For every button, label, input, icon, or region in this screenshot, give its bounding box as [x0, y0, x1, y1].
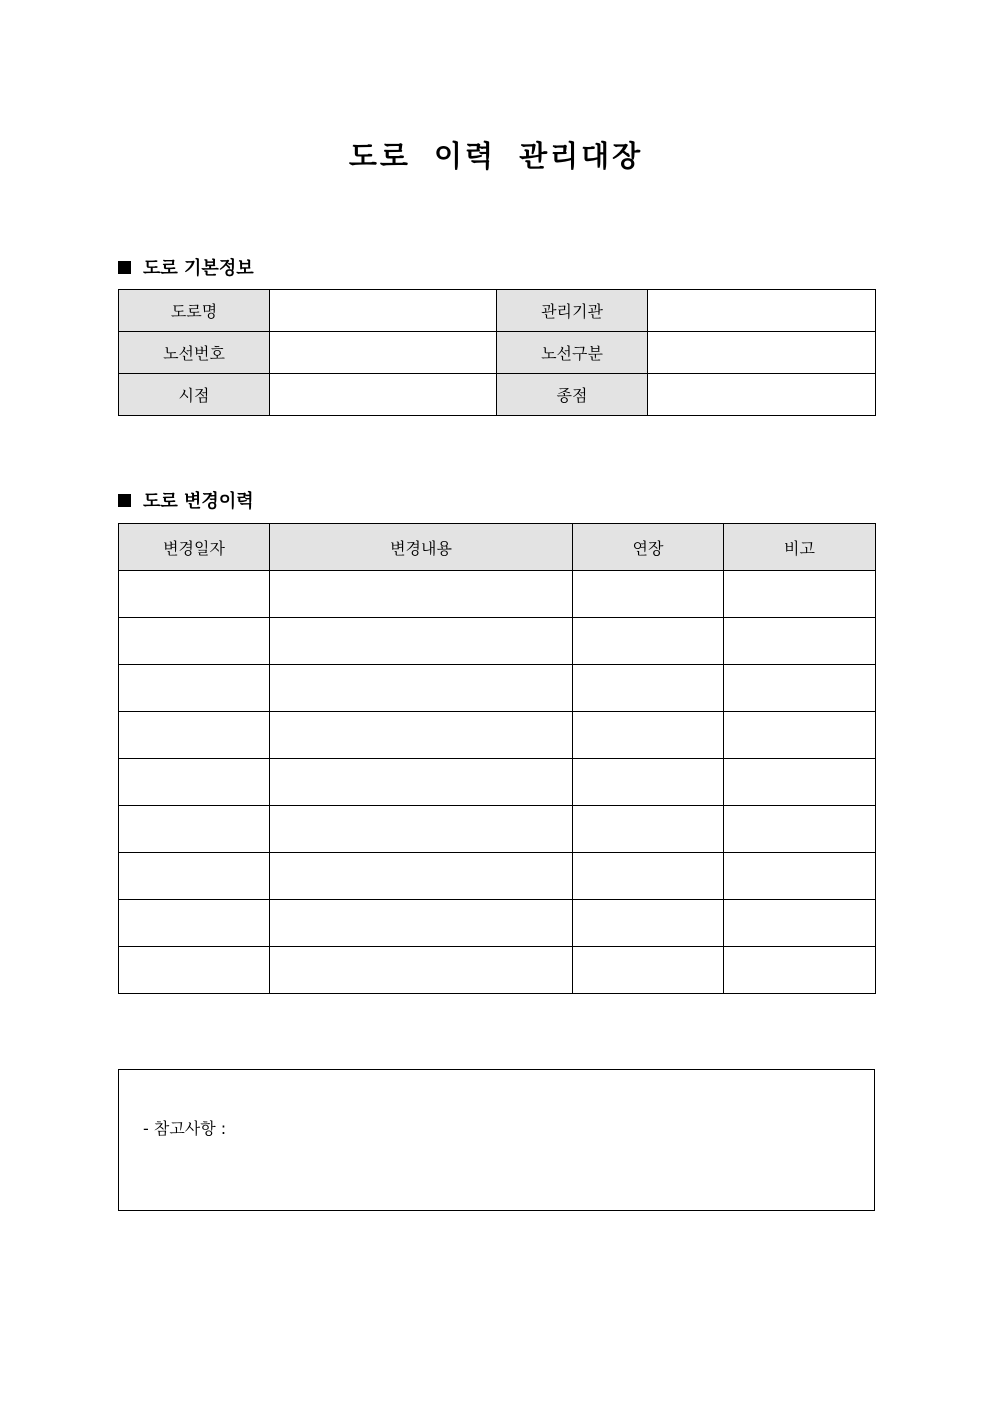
change-content-cell[interactable] [270, 806, 573, 853]
managing-agency-label: 관리기관 [497, 290, 648, 332]
start-point-label: 시점 [119, 374, 270, 416]
table-row [119, 947, 876, 994]
remarks-cell[interactable] [724, 853, 876, 900]
table-header-row [119, 524, 876, 571]
change-content-cell[interactable] [270, 665, 573, 712]
change-history-table [118, 523, 876, 994]
table-row [119, 665, 876, 712]
table-row [119, 571, 876, 618]
route-number-label: 노선번호 [119, 332, 270, 374]
remarks-cell[interactable] [724, 712, 876, 759]
route-type-value[interactable] [648, 332, 876, 374]
route-number-value[interactable] [270, 332, 497, 374]
length-cell[interactable] [573, 618, 724, 665]
table-row [119, 374, 876, 416]
length-cell[interactable] [573, 806, 724, 853]
column-header-change-date: 변경일자 [119, 524, 270, 571]
change-date-cell[interactable] [119, 900, 270, 947]
table-row [119, 806, 876, 853]
table-row [119, 618, 876, 665]
change-date-cell[interactable] [119, 759, 270, 806]
road-name-value[interactable] [270, 290, 497, 332]
change-content-cell[interactable] [270, 712, 573, 759]
document-title: 도로 이력 관리대장 [348, 139, 644, 173]
change-content-cell[interactable] [270, 759, 573, 806]
remarks-cell[interactable] [724, 759, 876, 806]
remarks-cell[interactable] [724, 947, 876, 994]
length-cell[interactable] [573, 853, 724, 900]
basic-info-heading [118, 254, 254, 280]
table-row [119, 332, 876, 374]
remarks-cell[interactable] [724, 806, 876, 853]
remarks-cell[interactable] [724, 900, 876, 947]
column-header-change-content: 변경내용 [270, 524, 573, 571]
change-date-cell[interactable] [119, 571, 270, 618]
change-content-cell[interactable] [270, 571, 573, 618]
notes-label: - 참고사항 : [143, 1119, 227, 1138]
remarks-cell[interactable] [724, 618, 876, 665]
change-date-cell[interactable] [119, 947, 270, 994]
table-row [119, 759, 876, 806]
road-name-label: 도로명 [119, 290, 270, 332]
length-cell[interactable] [573, 571, 724, 618]
square-bullet-icon [118, 494, 131, 507]
table-row [119, 900, 876, 947]
basic-info-table [118, 289, 876, 416]
change-content-cell[interactable] [270, 947, 573, 994]
basic-info-heading-text: 도로 기본정보 [143, 258, 254, 279]
change-date-cell[interactable] [119, 712, 270, 759]
length-cell[interactable] [573, 900, 724, 947]
length-cell[interactable] [573, 947, 724, 994]
length-cell[interactable] [573, 712, 724, 759]
column-header-length: 연장 [573, 524, 724, 571]
remarks-cell[interactable] [724, 571, 876, 618]
start-point-value[interactable] [270, 374, 497, 416]
change-content-cell[interactable] [270, 900, 573, 947]
length-cell[interactable] [573, 759, 724, 806]
change-date-cell[interactable] [119, 853, 270, 900]
remarks-cell[interactable] [724, 665, 876, 712]
change-date-cell[interactable] [119, 618, 270, 665]
end-point-value[interactable] [648, 374, 876, 416]
change-date-cell[interactable] [119, 665, 270, 712]
table-row [119, 853, 876, 900]
change-history-heading-text: 도로 변경이력 [143, 491, 254, 512]
change-date-cell[interactable] [119, 806, 270, 853]
change-history-heading [118, 487, 254, 513]
change-content-cell[interactable] [270, 853, 573, 900]
route-type-label: 노선구분 [497, 332, 648, 374]
end-point-label: 종점 [497, 374, 648, 416]
column-header-remarks: 비고 [724, 524, 876, 571]
change-content-cell[interactable] [270, 618, 573, 665]
notes-box[interactable] [118, 1069, 875, 1211]
table-row [119, 712, 876, 759]
length-cell[interactable] [573, 665, 724, 712]
table-row [119, 290, 876, 332]
square-bullet-icon [118, 261, 131, 274]
managing-agency-value[interactable] [648, 290, 876, 332]
